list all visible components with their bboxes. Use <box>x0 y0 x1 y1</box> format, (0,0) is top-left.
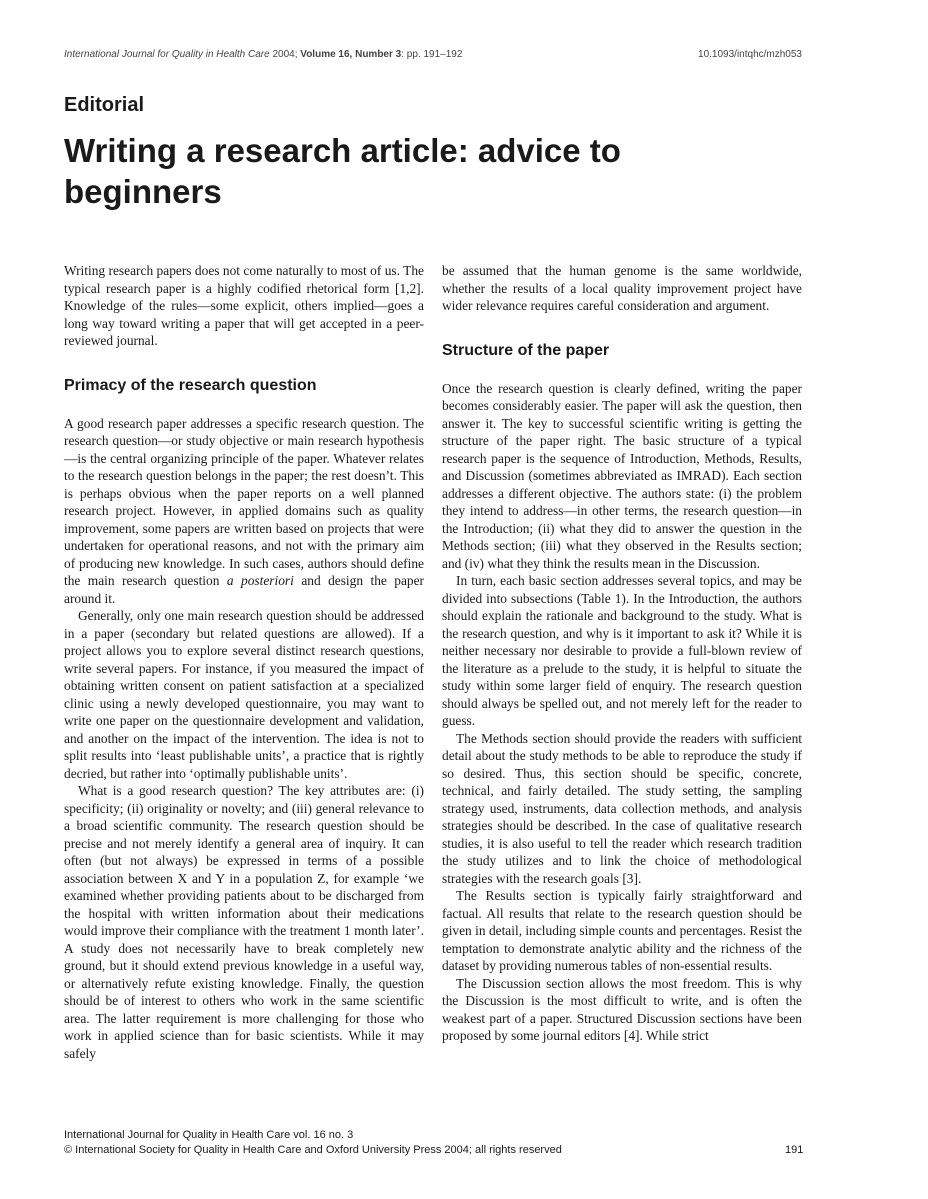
running-header <box>64 48 462 62</box>
page-number: 191 <box>785 1144 804 1156</box>
latin-phrase: a posteriori <box>226 573 294 588</box>
footer-info <box>64 1128 562 1158</box>
section-label: Editorial <box>64 94 145 116</box>
body-paragraph: In turn, each basic section addresses several topics, and may be divided into subsections (Table 1). In the Introduction, the authors should explain the rationale and background to the study. What is the research question, and why is it important to ask it? While it is neither necessary nor desirable to provide a full-blown review of the literature as a prelude to the study, it is helpful to situate the study within some larger field of enquiry. The research question should always be spelled out, and not merely left for the reader to guess. <box>442 573 802 728</box>
intro-paragraph: Writing research papers does not come naturally to most of us. The typical research paper is a highly codified rhetorical form [1,2]. Knowledge of the rules—some explicit, others implied—goes a long way toward writing a paper that will get accepted in a peer-reviewed journal. <box>64 263 424 348</box>
article-title: Writing a research article: advice to beginners <box>64 132 621 210</box>
left-column <box>64 262 424 1062</box>
body-paragraph: The Results section is typically fairly straightforward and factual. All results that relate to the research question should be given in detail, including simple counts and percentages. Resist the temptation to demonstrate analytic ability and the richness of the dataset by providing numerous tables of non-essential results. <box>442 888 802 973</box>
body-paragraph: The Methods section should provide the readers with sufficient detail about the study methods to be able to reproduce the study if so desired. Thus, this section should be specific, concrete, technical, and fairly detailed. The study setting, the sampling strategy used, instruments, data collection methods, and analysis strategies should be described. In the case of qualitative research studies, it is also useful to tell the reader which research tradition the study utilizes and to link the choice of methodological strategies with the research goals [3]. <box>442 730 802 886</box>
section-heading-structure: Structure of the paper <box>442 341 610 359</box>
footer-journal-line: International Journal for Quality in Health Care vol. 16 no. 3 <box>64 1129 354 1141</box>
body-paragraph: What is a good research question? The key attributes are: (i) specificity; (ii) originality or novelty; and (iii) general relevance to a broad scientific community. The research question should be precise and not merely identify a general area of inquiry. It can often (but not always) be expressed in terms of a possible association between X and Y in a population Z, for example ‘we examined whether providing patients about to be discharged from the hospital with written information about their medications would improve their compliance with the treatment 1 month later’. A study does not necessarily have to break completely new ground, but it should extend previous knowledge in a useful way, or alternatively refute existing knowledge. Finally, the question should be of interest to others who work in the same scientific area. The latter requirement is more challenging for those who work in applied science than for basic scientists. While it may safely <box>64 783 424 1061</box>
header-pages: : pp. 191–192 <box>401 49 463 60</box>
paragraph-text: A good research paper addresses a specific research question. The research question—or study objective or main research hypothesis—is the central organizing principle of the paper. Whatever relates to the research question belongs in the paper; the rest doesn’t. This is perhaps obvious when the paper reports on a well planned research project. However, in applied domains such as quality improvement, some papers are written based on projects that were undertaken for operational reasons, and not with the primary aim of producing new knowledge. In such cases, authors should define the main research question <box>64 415 424 588</box>
footer-copyright-line: © International Society for Quality in Health Care and Oxford University Press 2004; all rights reserved <box>64 1144 562 1156</box>
body-paragraph: The Discussion section allows the most freedom. This is why the Discussion is the most difficult to write, and is often the weakest part of a paper. Structured Discussion sections have been proposed by some journal editors [4]. While strict <box>442 975 802 1043</box>
header-doi: 10.1093/intqhc/mzh053 <box>698 49 802 60</box>
paragraph-text: and design the paper around it. <box>64 573 425 606</box>
body-paragraph: Once the research question is clearly defined, writing the paper becomes considerably easier. The paper will ask the question, then answer it. The key to successful scientific writing is getting the structure of the paper right. The basic structure of a typical research paper is the sequence of Introduction, Methods, Results, and Discussion (sometimes abbreviated as IMRAD). Each section addresses a different objective. The authors state: (i) the problem they intend to address—in other terms, the research question—in the Introduction; (ii) what they did to answer the question in the Methods section; (iii) what they observed in the Results section; and (iv) what they think the results mean in the Discussion. <box>442 380 802 571</box>
header-journal: International Journal for Quality in Health Care <box>64 49 270 60</box>
header-year: 2004; <box>272 49 298 60</box>
body-paragraph <box>64 415 424 608</box>
body-paragraph: be assumed that the human genome is the same worldwide, whether the results of a local quality improvement project have wider relevance requires careful consideration and argument. <box>442 263 802 313</box>
right-column <box>442 262 802 1045</box>
header-volume: Volume 16, Number 3 <box>300 49 402 60</box>
body-paragraph: Generally, only one main research question should be addressed in a paper (secondary but related questions are allowed). If a project allows you to explore several distinct research questions, write several papers. For instance, if you measured the impact of obtaining written consent on patient satisfaction at a specialized clinic using a newly developed questionnaire, you may want to write one paper on the questionnaire development and validation, and another on the impact of the intervention. The idea is not to split results into ‘least publishable units’, a practice that is rightly decried, but rather into ‘optimally publishable units’. <box>64 608 424 781</box>
section-heading-primacy: Primacy of the research question <box>64 376 317 394</box>
